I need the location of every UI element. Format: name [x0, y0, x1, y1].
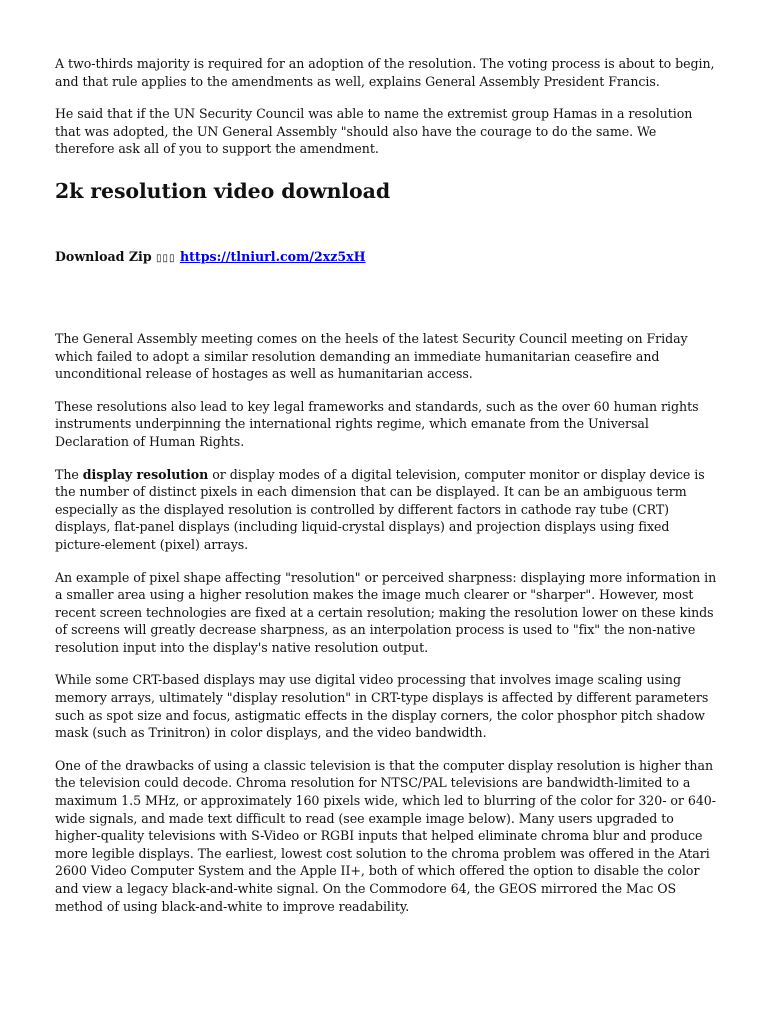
- intro-paragraph-2: He said that if the UN Security Council was able to name the extremist group Hamas in a resolution that was adopted, the UN General Assembly "should also have the courage to do the same. We therefore ask all of you to support the amendment.: [55, 106, 693, 157]
- body-paragraph-5: While some CRT-based displays may use digital video processing that involves image scaling using memory arrays, ultimately "display resolution" in CRT-type displays is affected by different parameters such as spot size and focus, astigmatic effects in the display corners, the color phosphor pitch shadow mask (such as Trinitron) in color displays, and the video bandwidth.: [55, 672, 709, 741]
- download-line: [55, 248, 717, 267]
- article-body: [55, 330, 717, 915]
- body-paragraph-3-prefix: The: [55, 466, 79, 482]
- body-paragraph-4: An example of pixel shape affecting "resolution" or perceived sharpness: displaying more information in a smaller area using a higher resolution makes the image much clearer or "sharper". However, most recent screen technologies are fixed at a certain resolution; making the resolution lower on these kinds of screens will greatly decrease sharpness, as an interpolation process is used to "fix" the non-native resolution input into the display's native resolution output.: [55, 569, 717, 655]
- download-arrow-icon: ▯▯▯: [156, 252, 176, 264]
- download-label: Download Zip: [55, 248, 152, 264]
- body-paragraph-1: The General Assembly meeting comes on the heels of the latest Security Council meeting on Friday which failed to adopt a similar resolution demanding an immediate humanitarian ceasefire and unconditional release of hostages as well as humanitarian access.: [55, 330, 688, 382]
- page-heading: 2k resolution video download: [55, 178, 391, 203]
- download-link[interactable]: https://tlniurl.com/2xz5xH: [179, 248, 366, 264]
- body-paragraph-2: These resolutions also lead to key legal frameworks and standards, such as the over 60 human rights instruments underpinning the international rights regime, which emanate from the Universal Declaration of Human Rights.: [55, 398, 699, 449]
- body-paragraph-3: [55, 466, 717, 554]
- body-paragraph-6: One of the drawbacks of using a classic television is that the computer display resolution is higher than the television could decode. Chroma resolution for NTSC/PAL televisions are bandwidth-limited to a maximum 1.5 MHz, or approximately 160 pixels wide, which led to blurring of the color for 320- or 640-wide signals, and made text difficult to read (see example image below). Many users upgraded to higher-quality televisions with S-Video or RGBI inputs that helped eliminate chroma blur and produce more legible displays. The earliest, lowest cost solution to the chroma problem was offered in the Atari 2600 Video Computer System and the Apple II+, both of which offered the option to disable the color and view a legacy black-and-white signal. On the Commodore 64, the GEOS mirrored the Mac OS method of using black-and-white to improve readability.: [55, 757, 716, 914]
- body-paragraph-3-bold-term: display resolution: [82, 466, 209, 482]
- body-paragraph-3-rest: or display modes of a digital television, computer monitor or display device is the number of distinct pixels in each dimension that can be displayed. It can be an ambiguous term especially as the displayed resolution is controlled by different factors in cathode ray tube (CRT) displays, flat-panel displays (including liquid-crystal displays) and projection displays using fixed picture-element (pixel) arrays.: [55, 466, 705, 552]
- document-page: [55, 55, 717, 930]
- intro-paragraph-1: A two-thirds majority is required for an adoption of the resolution. The voting process is about to begin, and that rule applies to the amendments as well, explains General Assembly President Francis.: [55, 56, 715, 89]
